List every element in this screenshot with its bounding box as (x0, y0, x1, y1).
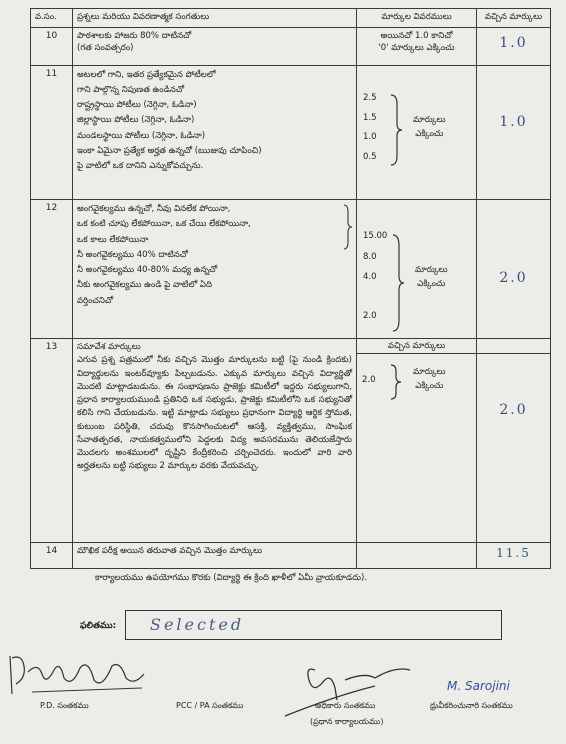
row-score-cell (477, 339, 551, 543)
question-line: గాని పాల్గొన్న నిపుణత ఉండినచో (77, 85, 185, 96)
question-line: జిల్లాస్థాయి పోటీలు (నెగ్గినా, ఓడినా) (77, 115, 195, 126)
interviewer-signature-label: ధ్రువీకరించునారి సంతకము (430, 701, 513, 710)
handwritten-score: 1.0 (499, 35, 528, 51)
row-number: 12 (31, 200, 73, 339)
mark-value: 2.0 (363, 310, 377, 321)
marks-line: అయినచో 1.0 కానిచో (380, 31, 453, 41)
table-header-row (31, 9, 551, 28)
question-line: నీకు అంగవైకల్యము ఉండి పై వాటిలో ఏది (77, 280, 212, 291)
marks-label-line: మార్కులు (413, 115, 446, 125)
handwritten-score: 1.0 (499, 114, 528, 130)
marks-label-line: మార్కులు (415, 265, 448, 275)
row-question (73, 66, 357, 200)
marks-label-line: ఎక్కించు (417, 278, 446, 289)
header-items: ప్రశ్నలు మరియు వివరణాత్మక సంగతులు (73, 9, 357, 28)
officer-signature-sub: (ప్రధాన కార్యాలయము) (310, 717, 384, 726)
question-line: అటలలో గాని, ఇతర ప్రత్యేకమైన పోటీలలో (77, 70, 216, 80)
row-score-cell (477, 200, 551, 339)
marks-label-line: మార్కులు (413, 367, 446, 377)
mark-value: 0.5 (363, 151, 377, 162)
handwritten-result: Selected (150, 615, 245, 634)
office-use-note: కార్యాలయము ఉపయోగము కొరకు (విద్యార్థి ఈ క్రింది ఖాళీలో ఏమీ వ్రాయకూడదు). (95, 573, 368, 583)
row-score-cell (477, 543, 551, 569)
row-number: 13 (31, 339, 73, 543)
question-line: ఒక కంటి చూపు లేకపోయినా, ఒక చేయి లేకపోయినా, (77, 219, 251, 230)
question-line: మౌఖిక పరీక్ష అయిన తరువాత వచ్చిన మొత్తం మార్కులు (77, 546, 263, 556)
row-title: సమావేశ మార్కులు (77, 342, 141, 352)
row-number: 14 (31, 543, 73, 569)
pd-signature-label: P.D. సంతకము (40, 701, 89, 710)
row-question (73, 543, 357, 569)
handwritten-total-score: 11.5 (496, 546, 531, 560)
row-marks-details (357, 66, 477, 200)
row-marks-details (357, 543, 477, 569)
interviewer-name: M. Sarojini (447, 679, 510, 693)
question-line: పాఠశాలకు హాజరు 80% దాటినచో (77, 31, 192, 41)
officer-signature-label: అధికారు సంతకము (315, 701, 376, 710)
row-marks-details (357, 28, 477, 66)
marks-label-line: ఎక్కించు (415, 128, 444, 139)
row-question (73, 339, 357, 543)
row-marks-details (357, 339, 477, 543)
mark-value: 1.0 (363, 132, 377, 142)
question-line: మండలస్థాయి పోటీలు (నెగ్గినా, ఓడినా) (77, 130, 206, 141)
mark-value: 4.0 (363, 272, 377, 282)
pcc-signature-label: PCC / PA సంతకము (176, 701, 244, 710)
question-line: అంగవైకల్యము ఉన్నచో, నీవు వినలేక పోయినా, (77, 204, 231, 214)
marks-table (30, 8, 551, 569)
result-box (125, 610, 502, 640)
table-row (31, 339, 551, 543)
question-line: నీ అంగవైకల్యము 40% దాటినచో (77, 249, 188, 260)
handwritten-score: 2.0 (499, 270, 528, 286)
curly-brace-icon (389, 364, 403, 400)
mark-value: 2.0 (362, 375, 376, 385)
question-line: నీ అంగవైకల్యము 40-80% మధ్య ఉన్నచో (77, 265, 218, 276)
marks-label-line: ఎక్కించు (415, 380, 444, 391)
question-line: ఒక కాలు లేకపోయినా (77, 234, 149, 245)
pd-signature-icon (2, 648, 152, 700)
sub-header: వచ్చిన మార్కులు (357, 339, 476, 354)
curly-brace-icon (389, 94, 403, 166)
table-row (31, 200, 551, 339)
result-label: ఫలితము: (80, 621, 117, 631)
row-marks-details (357, 200, 477, 339)
question-line: పై వాటిలో ఒక దానిని ఎన్నుకోవచ్చును. (77, 160, 204, 171)
row-question (73, 28, 357, 66)
header-marks-details: మార్కుల వివరములు (357, 9, 477, 28)
question-line: (గత సంవత్సరం) (77, 43, 134, 54)
question-line: ఇంకా ఏమైనా ప్రత్యేక అర్హత ఉన్నచో (ఋజువు చూపించి) (77, 145, 262, 156)
row-score-cell (477, 28, 551, 66)
row-score-cell (477, 66, 551, 200)
row-number: 10 (31, 28, 73, 66)
interview-description: ఎగువ ప్రశ్న పత్రములో నీకు వచ్చిన మొత్తం మార్కులను బట్టి (పై నుండి క్రిందకు) విద్యార్థులను ఇంటర్‌వ్యూకు పిల్చబడును. ఎక్కువ మార్కులు వచ్చిన విద్యార్థితో మొదటి మాట్లాడబడును. ఈ సంభాషణను ప్రాజెక్టు కమిటీలో ఇద్దరు సభ్యులుగాని, ప్రధాన కార్యాలయముండి ప్రతినిధి ఒక సభ్యుడు, ప్రాజెక్టు కమిటీలోని ఒక సభ్యునితో కలిసి గాని చేయబడును. ఇట్టి మాట్లాడు సభ్యులు ప్రధానంగా విద్యార్థి ఆర్థిక స్తోమత, కుటుంబ పరిస్థితి, చదువు కొనసాగించుటలో ఆసక్తి, వ్యక్తిత్వము, సాంఘిక సేవాతత్పరత, నాయకత్వములోని పెద్దలకు విద్య అవసరమును తెలియజేస్తారు మొదలగు అంశములలో దృష్టిని కేంద్రీకరించి చర్చించెదరు. ఇందులో వారి వారి అర్హతలను బట్టి సభ్యులు 2 మార్కుల వరకు వేయవచ్చు. (77, 355, 352, 472)
curly-brace-icon (391, 234, 405, 332)
question-line: రాష్ట్రస్థాయి పోటీలు (నెగ్గినా, ఓడినా) (77, 100, 197, 111)
mark-value: 2.5 (363, 93, 377, 103)
marks-line: '0' మార్కులు ఎక్కించు (378, 43, 455, 54)
handwritten-score: 2.0 (499, 402, 528, 418)
row-question (73, 200, 357, 339)
mark-value: 1.5 (363, 112, 377, 123)
table-row (31, 66, 551, 200)
header-sno: వ.సం. (31, 9, 73, 28)
row-number: 11 (31, 66, 73, 200)
mark-value: 8.0 (363, 251, 377, 262)
table-row (31, 543, 551, 569)
mark-value: 15.00 (363, 231, 388, 241)
table-row (31, 28, 551, 66)
question-line: వర్తించనిచో (77, 295, 113, 306)
header-marks-awarded: వచ్చిన మార్కులు (477, 9, 551, 28)
curly-brace-icon (343, 204, 353, 250)
